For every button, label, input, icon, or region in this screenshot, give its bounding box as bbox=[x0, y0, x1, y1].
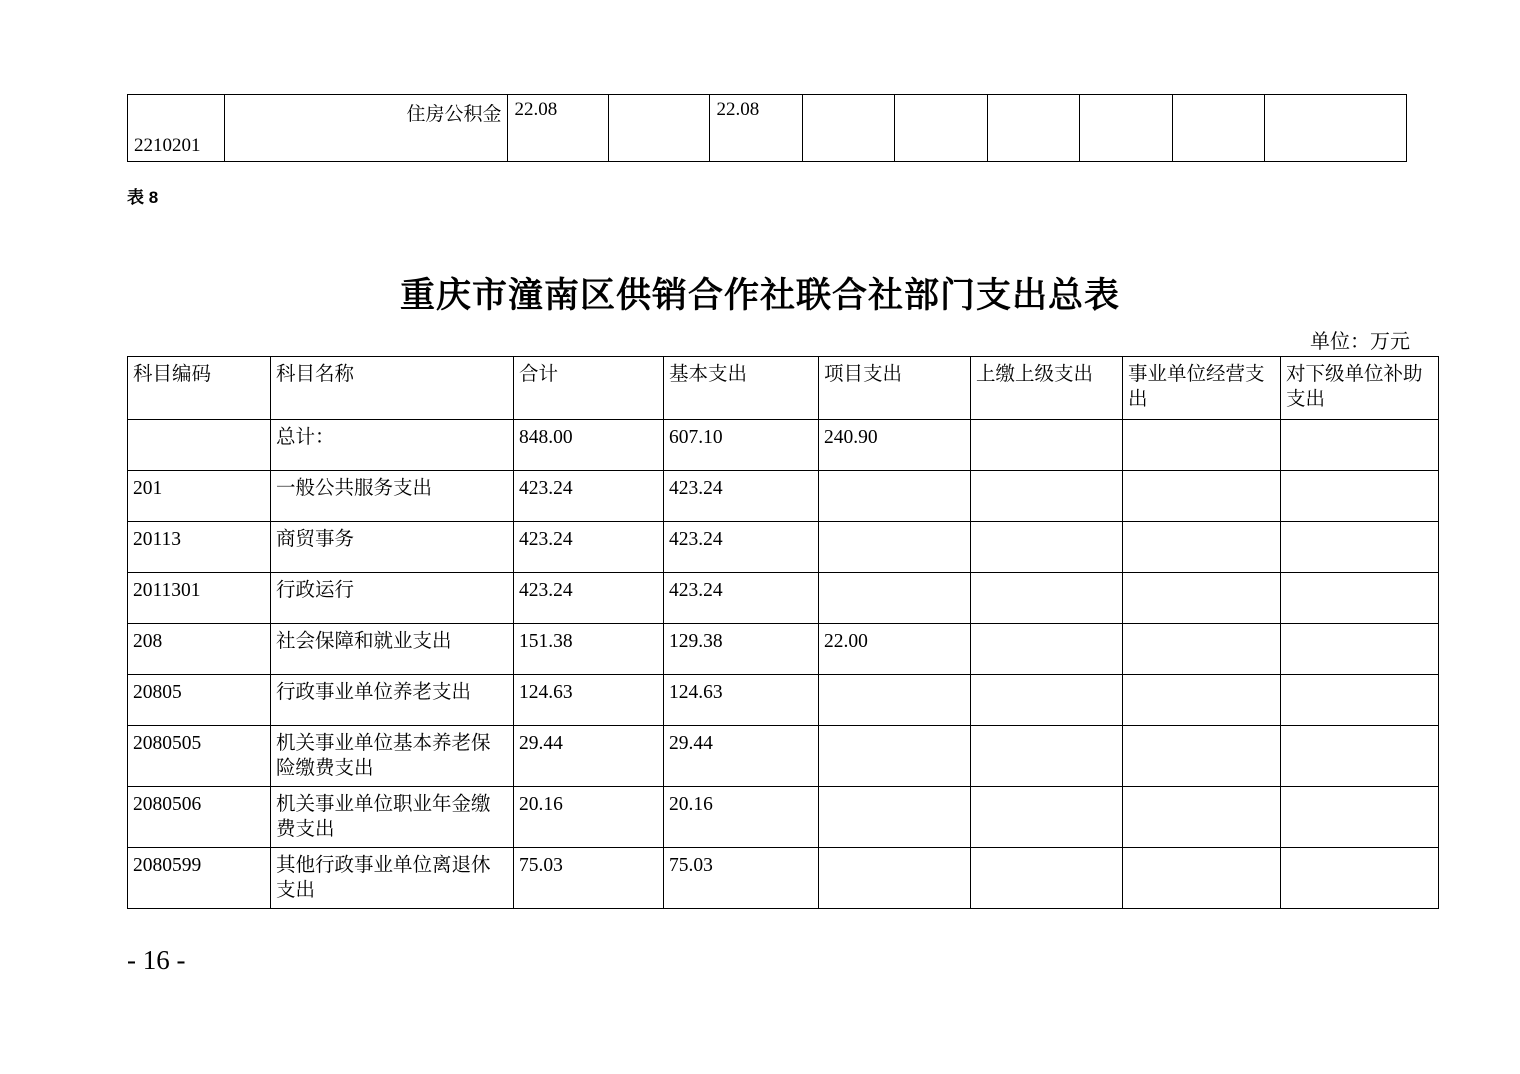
cell-business bbox=[1123, 420, 1281, 471]
cell-upper bbox=[971, 726, 1123, 787]
cell-project: 240.90 bbox=[819, 420, 971, 471]
cell-business bbox=[1123, 726, 1281, 787]
column-header-upper: 上缴上级支出 bbox=[971, 357, 1123, 420]
cell-subsidy bbox=[1281, 420, 1439, 471]
cell-name: 商贸事务 bbox=[271, 522, 514, 573]
cell-code: 201 bbox=[128, 471, 271, 522]
cell-total: 20.16 bbox=[514, 786, 664, 847]
cell-subsidy bbox=[1281, 522, 1439, 573]
cell-empty bbox=[1080, 95, 1172, 162]
cell-empty bbox=[895, 95, 987, 162]
table-row bbox=[128, 573, 1439, 624]
cell-name: 行政事业单位养老支出 bbox=[271, 675, 514, 726]
unit-note: 单位：万元 bbox=[1310, 331, 1410, 353]
cell-upper bbox=[971, 786, 1123, 847]
cell-business bbox=[1123, 624, 1281, 675]
cell-empty bbox=[1265, 95, 1407, 162]
cell-name: 机关事业单位基本养老保险缴费支出 bbox=[271, 726, 514, 787]
cell-code: 2080506 bbox=[128, 786, 271, 847]
table-row bbox=[128, 726, 1439, 787]
cell-code: 2080599 bbox=[128, 847, 271, 908]
column-header-name: 科目名称 bbox=[271, 357, 514, 420]
cell-business bbox=[1123, 675, 1281, 726]
cell-project bbox=[819, 726, 971, 787]
table-row bbox=[128, 624, 1439, 675]
cell-code: 20113 bbox=[128, 522, 271, 573]
expenditure-summary-table bbox=[127, 356, 1439, 909]
cell-project bbox=[819, 573, 971, 624]
cell-name: 其他行政事业单位离退休支出 bbox=[271, 847, 514, 908]
cell-total: 848.00 bbox=[514, 420, 664, 471]
column-header-business: 事业单位经营支出 bbox=[1123, 357, 1281, 420]
cell-total: 423.24 bbox=[514, 471, 664, 522]
cell-basic: 423.24 bbox=[664, 522, 819, 573]
column-header-code: 科目编码 bbox=[128, 357, 271, 420]
cell-total: 124.63 bbox=[514, 675, 664, 726]
table-row bbox=[128, 95, 1407, 162]
cell-upper bbox=[971, 675, 1123, 726]
cell-basic: 20.16 bbox=[664, 786, 819, 847]
cell-empty bbox=[1172, 95, 1264, 162]
cell-total: 75.03 bbox=[514, 847, 664, 908]
cell-basic: 607.10 bbox=[664, 420, 819, 471]
cell-subsidy bbox=[1281, 624, 1439, 675]
column-header-subsidy: 对下级单位补助支出 bbox=[1281, 357, 1439, 420]
cell-upper bbox=[971, 847, 1123, 908]
cell-basic: 124.63 bbox=[664, 675, 819, 726]
cell-basic: 423.24 bbox=[664, 471, 819, 522]
cell-subsidy bbox=[1281, 675, 1439, 726]
cell-total: 423.24 bbox=[514, 522, 664, 573]
cell-business bbox=[1123, 573, 1281, 624]
column-header-project: 项目支出 bbox=[819, 357, 971, 420]
cell-blank bbox=[609, 95, 710, 162]
table-row bbox=[128, 786, 1439, 847]
column-header-total: 合计 bbox=[514, 357, 664, 420]
cell-business bbox=[1123, 847, 1281, 908]
cell-subsidy bbox=[1281, 786, 1439, 847]
cell-name: 社会保障和就业支出 bbox=[271, 624, 514, 675]
cell-business bbox=[1123, 471, 1281, 522]
cell-subsidy bbox=[1281, 847, 1439, 908]
cell-project bbox=[819, 675, 971, 726]
cell-code: 2210201 bbox=[128, 95, 225, 162]
cell-total: 423.24 bbox=[514, 573, 664, 624]
cell-name: 机关事业单位职业年金缴费支出 bbox=[271, 786, 514, 847]
cell-basic: 22.08 bbox=[710, 95, 802, 162]
cell-upper bbox=[971, 420, 1123, 471]
cell-business bbox=[1123, 786, 1281, 847]
cell-upper bbox=[971, 573, 1123, 624]
cell-project: 22.00 bbox=[819, 624, 971, 675]
cell-code: 20805 bbox=[128, 675, 271, 726]
cell-project bbox=[819, 471, 971, 522]
page-number: - 16 - bbox=[127, 945, 186, 975]
table-row bbox=[128, 471, 1439, 522]
cell-code: 2011301 bbox=[128, 573, 271, 624]
cell-basic: 75.03 bbox=[664, 847, 819, 908]
cell-name: 行政运行 bbox=[271, 573, 514, 624]
table-header-row bbox=[128, 357, 1439, 420]
cell-total: 151.38 bbox=[514, 624, 664, 675]
cell-business bbox=[1123, 522, 1281, 573]
cell-empty bbox=[987, 95, 1079, 162]
cell-empty bbox=[802, 95, 894, 162]
cell-subsidy bbox=[1281, 573, 1439, 624]
cell-project bbox=[819, 786, 971, 847]
table-row bbox=[128, 847, 1439, 908]
cell-subsidy bbox=[1281, 471, 1439, 522]
cell-code: 2080505 bbox=[128, 726, 271, 787]
column-header-basic: 基本支出 bbox=[664, 357, 819, 420]
cell-project bbox=[819, 522, 971, 573]
cell-total: 29.44 bbox=[514, 726, 664, 787]
table-label: 表 8 bbox=[127, 188, 159, 207]
cell-name: 住房公积金 bbox=[224, 95, 508, 162]
cell-subsidy bbox=[1281, 726, 1439, 787]
cell-name: 一般公共服务支出 bbox=[271, 471, 514, 522]
cell-total: 22.08 bbox=[508, 95, 609, 162]
cell-basic: 423.24 bbox=[664, 573, 819, 624]
cell-code: 208 bbox=[128, 624, 271, 675]
cell-upper bbox=[971, 624, 1123, 675]
cell-basic: 29.44 bbox=[664, 726, 819, 787]
table-row bbox=[128, 675, 1439, 726]
page-title: 重庆市潼南区供销合作社联合社部门支出总表 bbox=[399, 276, 1120, 316]
cell-name: 总计： bbox=[271, 420, 514, 471]
table-row bbox=[128, 522, 1439, 573]
cell-upper bbox=[971, 471, 1123, 522]
cell-project bbox=[819, 847, 971, 908]
cell-code bbox=[128, 420, 271, 471]
table-row bbox=[128, 420, 1439, 471]
cell-basic: 129.38 bbox=[664, 624, 819, 675]
cell-upper bbox=[971, 522, 1123, 573]
continuation-table bbox=[127, 94, 1407, 162]
